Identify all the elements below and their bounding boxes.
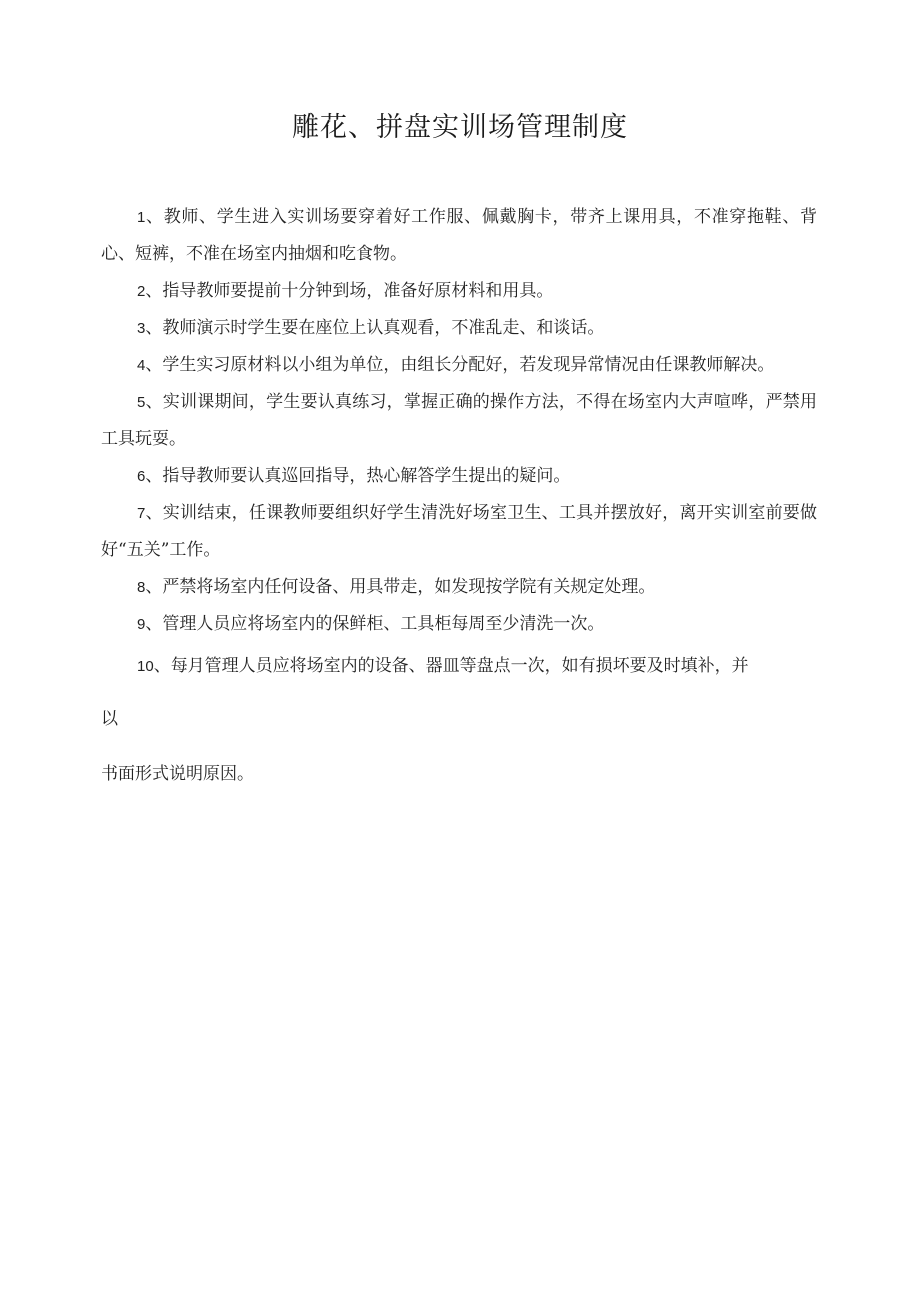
- rule-separator: 、: [145, 503, 163, 523]
- rule-item-4: [101, 347, 817, 384]
- rule-text: 指导教师要认真巡回指导，热心解答学生提出的疑问。: [162, 466, 571, 486]
- rule-separator: 、: [145, 207, 164, 227]
- rule-separator: 、: [153, 656, 171, 676]
- rule-text: 学生实习原材料以小组为单位，由组长分配好，若发现异常情况由任课教师解决。: [162, 355, 775, 375]
- rule-item-6: [101, 458, 817, 495]
- rule-number: 6: [137, 468, 146, 485]
- rule-item-5: [101, 384, 817, 458]
- rule-text: 实训结束，任课教师要组织好学生清洗好场室卫生、工具并摆放好，离开实训室前要做好“五关”工作。: [101, 503, 818, 560]
- rule-separator: 、: [145, 466, 163, 486]
- document-body: [101, 199, 817, 793]
- rule-number: 2: [137, 283, 146, 300]
- rule-number: 10: [137, 658, 154, 675]
- rule-text: 每月管理人员应将场室内的设备、器皿等盘点一次，如有损坏要及时填补，并: [170, 656, 749, 676]
- rule-separator: 、: [145, 392, 163, 412]
- rule-number: 3: [137, 320, 146, 337]
- rule-item-7: [101, 495, 817, 569]
- rule-number: 8: [137, 579, 146, 596]
- rule-text: 指导教师要提前十分钟到场，准备好原材料和用具。: [162, 281, 554, 301]
- rule-separator: 、: [145, 577, 163, 597]
- rule-text: 实训课期间，学生要认真练习，掌握正确的操作方法，不得在场室内大声喧哗，严禁用工具玩耍。: [101, 392, 818, 449]
- rule-item-8: [101, 569, 817, 606]
- rule-text: 教师、学生进入实训场要穿着好工作服、佩戴胸卡，带齐上课用具，不准穿拖鞋、背心、短裤，不准在场室内抽烟和吃食物。: [101, 207, 818, 264]
- rule-number: 1: [137, 209, 146, 226]
- rule-item-1: [101, 199, 817, 273]
- rule-number: 9: [137, 616, 146, 633]
- rule-number: 4: [137, 357, 146, 374]
- rule-separator: 、: [145, 355, 163, 375]
- rule-separator: 、: [145, 318, 163, 338]
- rule-text: 严禁将场室内任何设备、用具带走，如发现按学院有关规定处理。: [162, 577, 656, 597]
- rule-10-continuation-1: 以: [101, 709, 118, 729]
- document-title: 雕花、拼盘实训场管理制度: [292, 112, 628, 143]
- rule-number: 7: [137, 505, 146, 522]
- rule-item-10: [101, 648, 817, 685]
- rule-item-9: [101, 606, 817, 643]
- rule-10-continuation-2: 书面形式说明原因。: [101, 764, 254, 784]
- rule-item-3: [101, 310, 817, 347]
- rule-text: 管理人员应将场室内的保鲜柜、工具柜每周至少清洗一次。: [162, 614, 605, 634]
- rule-separator: 、: [145, 281, 163, 301]
- rule-separator: 、: [145, 614, 163, 634]
- rule-text: 教师演示时学生要在座位上认真观看，不准乱走、和谈话。: [162, 318, 605, 338]
- rule-item-2: [101, 273, 817, 310]
- rule-number: 5: [137, 394, 146, 411]
